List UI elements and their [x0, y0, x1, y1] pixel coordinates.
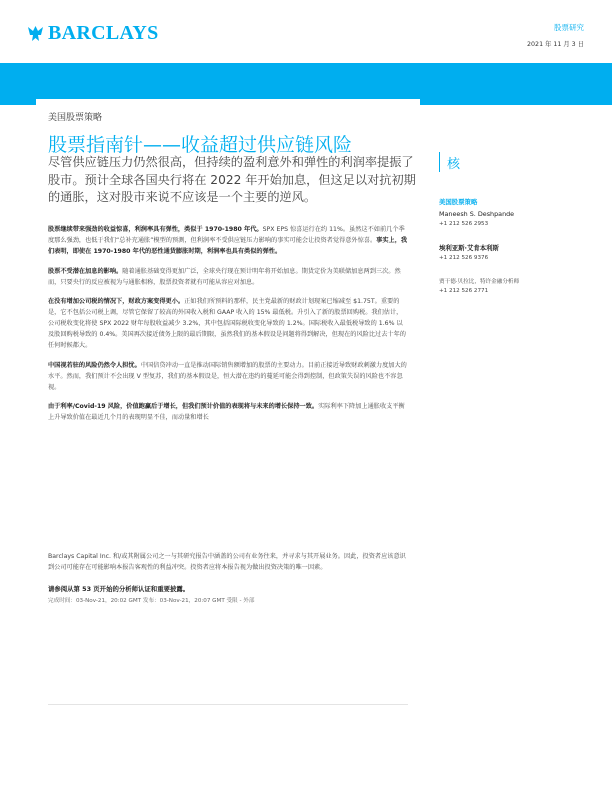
paragraph-rates — [48, 266, 408, 288]
analyst-name-title: 贾干德·贝拉比，特许金融分析师 — [439, 279, 520, 285]
report-lede: 尽管供应链压力仍然很高，但持续的盈利意外和弹性的利润率提振了股市。预计全球各国央行将在 2022 年开始加息，但这足以对抗初期的通胀，这对股市来说不应该是一个主要的逆风。 — [48, 155, 416, 204]
brand-name: BARCLAYS — [48, 22, 159, 44]
paragraph-highlight: 事实上，我们表明，即使在 1970-1980 年代的恶性通货膨胀时期，利润率也具有类似的弹性。 — [48, 237, 408, 255]
paragraph-body: 中国信贷冲动一直是推动国际销售额增加的股票的主要动力。目前正接近导致财政刺激力度加大的水平。然而，我们预计不会出现 V 型复苏，我们的基本假设是，恒大潜在违约的蔓延可能会得到控制，但政策失误的风险也不容忽视。 — [48, 361, 407, 391]
certification-notice[interactable]: 请参阅从第 53 页开始的分析师认证和重要披露。 — [48, 585, 190, 593]
section-label: 股票研究 — [554, 23, 584, 32]
report-title: 股票指南针——收益超过供应链风险 — [48, 134, 353, 156]
analyst-name: Maneesh S. Deshpande — [439, 210, 515, 218]
footer-rule — [48, 704, 408, 705]
report-subtitle: 美国股票策略 — [48, 113, 103, 123]
publication-timestamp: 完成时间：03-Nov-21，20:02 GMT 发布：03-Nov-21，20:07 GMT 受限 - 外部 — [48, 598, 255, 604]
eagle-icon — [27, 24, 44, 43]
analyst-name: 贾干德·贝拉比 — [439, 279, 475, 285]
paragraph-lead: 由于利率/Covid-19 风险，价值跑赢后于增长，但我们预计价值的表现将与未来的增长保持一致。 — [48, 403, 319, 410]
core-divider — [439, 152, 440, 172]
analyst-phone: +1 212 526 9376 — [439, 255, 489, 261]
analyst-title: 特许金融分析师 — [479, 279, 520, 285]
header-meta — [527, 22, 584, 48]
main-body — [48, 224, 408, 432]
report-date: 2021 年 11 月 3 日 — [527, 41, 584, 48]
analyst-contact — [439, 277, 589, 294]
analyst-phone: +1 212 526 2953 — [439, 221, 489, 227]
paragraph-body: 正如我们所预料的那样，民主党最新的财政计划现案已缩减至 $1.75T。重要的是，它不包括公司税上调，尽管它保留了较高的外国收入税和 GAAP 收入的 15% 最低税。升引入了新的股票回购税。我们估计，公司税收变化将使 SPX 2022 财年每股收益减少 3.2%，其中包括国际税收变化导致的 1.2%。国际税收入最低税导致的 1.6% 以及股回购税导致的 0.4%。美国再次接近债务上限的最后期限，虽然我们的基本假设是问题将得到解决，但现在的风险比过去十年的任何时候都大。 — [48, 298, 406, 349]
disclaimer-text: Barclays Capital Inc. 和/或其附属公司之一与其研究报告中涵盖的公司有业务往来，并寻求与其开展业务。因此，投资者应该意识到公司可能存在可能影响本报告客观性的利益冲突。投资者应将本报告视为做出投资决策的唯一因素。 — [48, 553, 406, 571]
paragraph-lead: 在没有增加公司税的情况下，财政方案变得更小。 — [48, 298, 185, 305]
paragraph-earnings — [48, 224, 408, 257]
analyst-name: 埃利亚斯·艾肯本利斯 — [439, 244, 499, 252]
analyst-phone: +1 212 526 2771 — [439, 288, 489, 294]
paragraph-china — [48, 360, 408, 393]
paragraph-body: 随着通胀基础变得更加广泛，全球央行现在预计明年将开始加息。期货定价为美联储加息两到三次。然而，只要央行的反应被视为与通胀相称，股票投资者就有可能从容应对加息。 — [48, 267, 401, 286]
team-label: 美国股票策略 — [439, 198, 478, 206]
analyst-contacts — [439, 197, 589, 310]
paragraph-value-growth — [48, 401, 408, 423]
paragraph-lead: 股票不受潜在加息的影响。 — [48, 267, 123, 275]
analyst-contact — [439, 197, 589, 227]
paragraph-lead: 中国视若驻的风险仍然令人担忧。 — [48, 361, 141, 369]
paragraph-body: SPX EPS 惊喜运行在约 11%。虽然这不如前几个季度那么强劲，也低于我们“总补充通胀”模型的预测，但利润率不受供应链压力影响的事实可能会让投资者觉得意外惊喜。 — [48, 226, 405, 244]
core-label: 核 — [447, 156, 461, 172]
analyst-contact — [439, 243, 589, 261]
paragraph-fiscal — [48, 296, 408, 351]
paragraph-body: 实际利率下降加上通胀收支平衡上升导致价值在最近几个月的表现明显不佳，而动量和增长 — [48, 403, 405, 421]
paragraph-lead: 股票继续带来强劲的收益惊喜，利润率具有弹性，类似于 1970-1980 年代。 — [48, 226, 263, 233]
barclays-logo — [27, 22, 159, 45]
core-marker — [439, 152, 460, 172]
